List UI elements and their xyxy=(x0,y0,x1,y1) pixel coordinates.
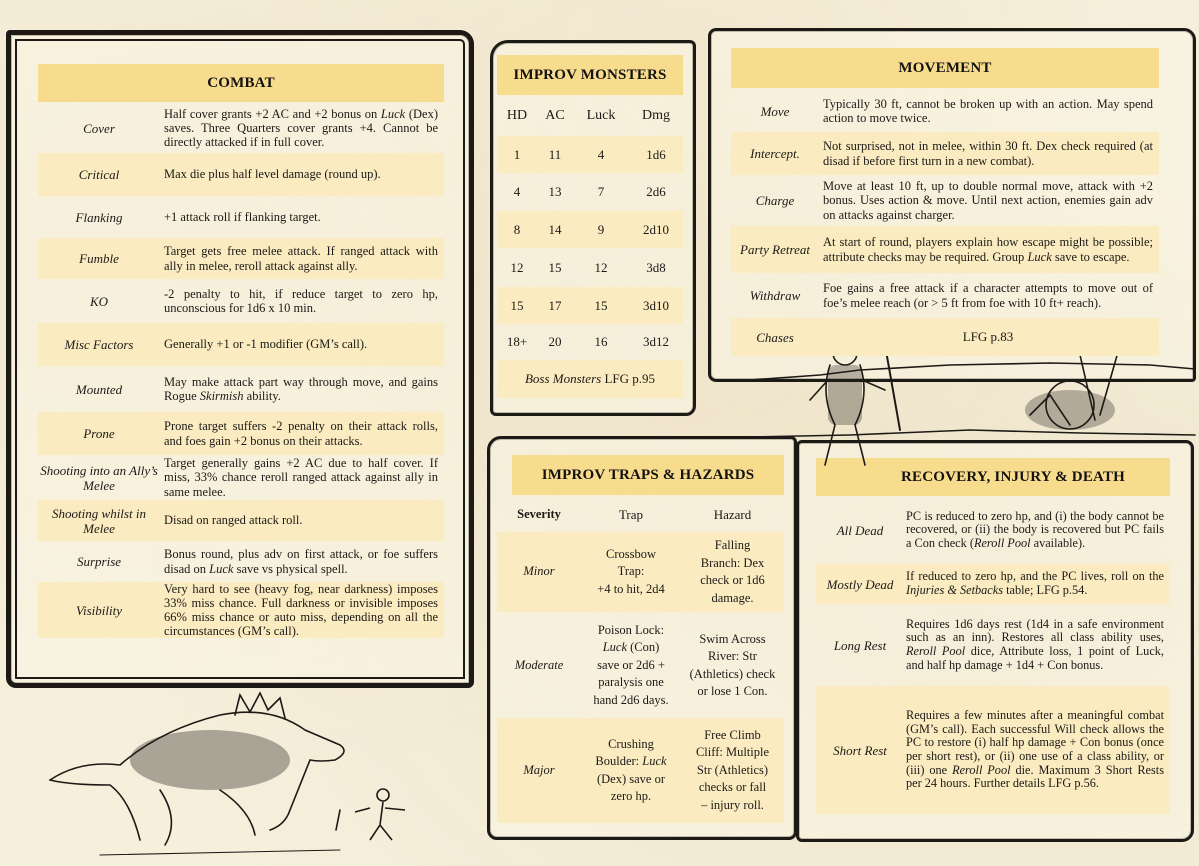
trap-line-text: Crossbow xyxy=(605,546,656,561)
desc-italic: Reroll Pool xyxy=(973,535,1031,550)
combat-term: Fumble xyxy=(79,251,119,266)
trap-line xyxy=(581,771,681,789)
col-severity: Severity xyxy=(517,507,561,522)
trap-line xyxy=(581,581,681,599)
combat-row xyxy=(38,279,444,323)
combat-desc xyxy=(160,547,444,575)
combat-desc xyxy=(160,107,444,150)
desc-text: Typically 30 ft, cannot be broken up with an action. May spend action to move twice. xyxy=(823,96,1153,125)
desc-italic: Skirmish xyxy=(199,389,244,403)
monster-cell: 15 xyxy=(594,297,608,313)
desc-text: If reduced to zero hp, and the PC lives, roll on the xyxy=(906,569,1164,584)
trap-line-text: paralysis one xyxy=(598,675,664,690)
trap-line-text: +4 to hit, 2d4 xyxy=(597,581,665,596)
trap-line xyxy=(581,753,681,771)
monster-cell: 16 xyxy=(594,333,608,349)
combat-title: COMBAT xyxy=(38,64,444,102)
trap-line-text: Trap: xyxy=(617,564,645,579)
monster-cell: 3d12 xyxy=(643,333,669,349)
movement-row xyxy=(731,132,1159,175)
trap-row xyxy=(497,532,784,612)
trap-line-text: hand 2d6 days. xyxy=(593,692,669,707)
desc-text: Half cover grants +2 AC and +2 bonus on xyxy=(164,106,381,121)
movement-desc xyxy=(819,179,1159,222)
recovery-row xyxy=(816,686,1170,814)
desc-italic: Luck xyxy=(209,561,234,576)
desc-text: Not surprised, not in melee, within 30 ft. Dex check required (at disad if before first turn in a new combat). xyxy=(823,139,1153,168)
trap-line-text: (Con) xyxy=(627,640,660,655)
monster-row xyxy=(497,136,683,173)
monster-cell: 14 xyxy=(548,221,562,237)
combat-term: Prone xyxy=(83,426,115,441)
combat-desc xyxy=(160,375,444,403)
combat-row xyxy=(38,455,444,500)
monsters-title: IMPROV MONSTERS xyxy=(497,55,683,95)
trap-line xyxy=(581,639,681,657)
combat-desc xyxy=(160,287,444,315)
desc-text: PC is reduced to zero hp, and (i) the body cannot be recovered, or (ii) the body is recovered but PC fails a Con check ( xyxy=(906,508,1164,550)
desc-text: May make attack part way through move, and gains Rogue xyxy=(164,374,438,403)
desc-italic: Luck xyxy=(380,106,406,121)
combat-row xyxy=(38,582,444,638)
monster-cell: 12 xyxy=(594,259,608,275)
hazard-line: Free Climb xyxy=(704,727,761,742)
recovery-term: Short Rest xyxy=(833,742,887,758)
monster-cell: 9 xyxy=(597,221,605,237)
combat-row xyxy=(38,366,444,412)
trap-line-text: (Dex) save or xyxy=(596,771,666,786)
hazard-line: Str (Athletics) xyxy=(696,762,769,777)
combat-desc xyxy=(160,456,444,499)
monster-cell: 20 xyxy=(548,333,562,349)
combat-term: KO xyxy=(89,293,109,309)
col-hazard: Hazard xyxy=(713,507,752,523)
combat-desc xyxy=(160,210,444,224)
hazard-line: checks or fall xyxy=(698,780,767,795)
trap-row xyxy=(497,718,784,823)
hazard-line: River: Str xyxy=(708,649,757,663)
monster-cell: 12 xyxy=(510,259,524,275)
monster-cell: 18+ xyxy=(506,333,528,349)
hazard-desc xyxy=(681,727,784,815)
trap-severity: Minor xyxy=(523,564,555,579)
hazard-line: or lose 1 Con. xyxy=(697,684,768,698)
monster-cell: 1 xyxy=(513,146,521,162)
desc-text: (Dex) saves. Three Quarters cover grants +4. Cannot be directly attacked if in full cover. xyxy=(164,106,438,150)
desc-italic: Reroll Pool xyxy=(906,644,966,658)
combat-term: Shooting into an Ally’s Melee xyxy=(40,462,158,493)
monster-cell: 4 xyxy=(513,183,521,199)
traps-header-row xyxy=(497,500,784,530)
hazard-line: (Athletics) check xyxy=(689,666,776,681)
combat-row xyxy=(38,323,444,366)
movement-desc xyxy=(819,97,1159,125)
movement-term: Party Retreat xyxy=(740,242,810,257)
recovery-desc xyxy=(904,570,1170,597)
desc-text: Generally +1 or -1 modifier (GM’s call). xyxy=(164,337,368,352)
combat-row xyxy=(38,153,444,196)
trap-line xyxy=(581,546,681,564)
recovery-term: Long Rest xyxy=(833,637,887,653)
hazard-line: Branch: Dex xyxy=(700,555,765,570)
hazard-line: Swim Across xyxy=(699,631,766,646)
desc-text: Prone target suffers -2 penalty on their attack rolls, and foes gain +2 bonus on their attacks. xyxy=(164,419,438,448)
trap-line xyxy=(581,657,681,675)
movement-title: MOVEMENT xyxy=(731,48,1159,88)
monster-cell: 15 xyxy=(548,259,562,275)
movement-desc xyxy=(819,235,1159,263)
desc-text: die. Maximum 3 Short Rests per 24 hours. Further details LFG p.56. xyxy=(906,762,1164,791)
desc-italic: Luck xyxy=(1027,249,1052,264)
movement-desc xyxy=(819,281,1159,309)
combat-term: Mounted xyxy=(75,381,123,397)
recovery-row xyxy=(816,564,1170,604)
desc-text: ability. xyxy=(243,389,281,403)
movement-term: Intercept. xyxy=(750,146,800,161)
combat-term: Flanking xyxy=(75,209,123,225)
desc-text: -2 penalty to hit, if reduce target to zero hp, unconscious for 1d6 x 10 min. xyxy=(164,286,438,315)
desc-text: save to escape. xyxy=(1051,249,1130,264)
movement-term: Withdraw xyxy=(749,288,801,303)
traps-title: IMPROV TRAPS & HAZARDS xyxy=(512,455,784,495)
combat-row xyxy=(38,541,444,582)
hazard-line: – injury roll. xyxy=(701,797,764,812)
desc-text: Disad on ranged attack roll. xyxy=(164,513,303,528)
monster-row xyxy=(497,323,683,360)
monster-cell: 17 xyxy=(548,297,562,313)
trap-desc xyxy=(581,622,681,710)
trap-line xyxy=(581,563,681,581)
col-luck: Luck xyxy=(586,108,616,123)
desc-italic: Reroll Pool xyxy=(952,762,1011,777)
combat-term: Shooting whilst in Melee xyxy=(52,505,146,536)
hazard-line: Cliff: Multiple xyxy=(695,745,770,760)
movement-row xyxy=(731,226,1159,273)
desc-text: available). xyxy=(1030,535,1086,550)
desc-text: +1 attack roll if flanking target. xyxy=(164,209,321,224)
recovery-row xyxy=(816,604,1170,686)
monster-cell: 3d8 xyxy=(646,259,666,275)
desc-text: dice, Attribute loss, 1 point of Luck, and half hp damage + 1d4 + Con bonus. xyxy=(906,644,1164,672)
monster-cell: 13 xyxy=(548,183,562,199)
hazard-line: Falling xyxy=(714,538,751,552)
desc-text: Bonus round, plus adv on first attack, or foe suffers disad on xyxy=(164,547,438,576)
trap-line-text: zero hp. xyxy=(610,789,652,803)
movement-term: Chases xyxy=(756,329,794,345)
recovery-row xyxy=(816,496,1170,564)
hazard-desc xyxy=(681,537,784,607)
movement-term: Charge xyxy=(755,193,795,208)
hazard-line: check or 1d6 xyxy=(700,573,765,587)
movement-row xyxy=(731,273,1159,318)
combat-row xyxy=(38,412,444,455)
recovery-desc xyxy=(904,709,1170,791)
combat-desc xyxy=(160,582,444,639)
recovery-desc xyxy=(904,618,1170,672)
monster-cell: 7 xyxy=(597,183,605,199)
combat-term: Visibility xyxy=(76,602,122,618)
desc-text: table; LFG p.54. xyxy=(1003,583,1088,597)
movement-desc xyxy=(819,139,1159,167)
desc-text: At start of round, players explain how escape might be possible; attribute checks may be required. Group xyxy=(823,235,1153,264)
luck-italic: Luck xyxy=(642,754,667,768)
combat-term: Misc Factors xyxy=(64,337,134,352)
combat-term: Surprise xyxy=(76,554,122,569)
combat-desc xyxy=(160,337,444,351)
recovery-term: Mostly Dead xyxy=(826,576,894,592)
combat-row xyxy=(38,238,444,279)
desc-text: save vs physical spell. xyxy=(233,561,348,576)
combat-term: Critical xyxy=(78,167,120,182)
desc-italic: Injuries & Setbacks xyxy=(906,583,1003,597)
trap-line-text: Poison Lock: xyxy=(597,622,665,637)
desc-text: Target generally gains +2 AC due to half cover. If miss, 33% chance reroll ranged attack against ally in same melee. xyxy=(164,456,438,499)
monster-row xyxy=(497,287,683,324)
desc-text: Requires a few minutes after a meaningful combat (GM’s call). Each successful Will check allows the PC to restore (i) half hp damage + Con bonus (once per short rest), or (ii) one use of a class ability, or (iii) one xyxy=(906,708,1164,777)
trap-desc xyxy=(581,546,681,599)
movement-desc xyxy=(819,330,1159,344)
monster-cell: 2d10 xyxy=(643,221,669,237)
monster-cell: 15 xyxy=(510,297,524,313)
monster-row xyxy=(497,173,683,210)
monster-cell: 4 xyxy=(597,146,605,162)
desc-text: Foe gains a free attack if a character attempts to move out of foe’s melee reach (or > 5 ft from foe with 10 ft+ reach). xyxy=(823,281,1153,310)
recovery-title: RECOVERY, INJURY & DEATH xyxy=(816,458,1170,496)
movement-row xyxy=(731,175,1159,226)
trap-line xyxy=(581,788,681,806)
combat-desc xyxy=(160,244,444,272)
desc-text: LFG p.83 xyxy=(962,328,1014,344)
trap-line xyxy=(581,736,681,754)
combat-desc xyxy=(160,167,444,181)
trap-line xyxy=(581,692,681,710)
combat-term: Cover xyxy=(83,120,115,136)
boss-monsters-row xyxy=(497,360,683,398)
monster-cell: 8 xyxy=(513,221,521,237)
monster-cell: 1d6 xyxy=(646,146,666,162)
monster-cell: 2d6 xyxy=(646,183,666,199)
hazard-desc xyxy=(681,631,784,701)
combat-row xyxy=(38,103,444,153)
trap-line xyxy=(581,674,681,692)
combat-row xyxy=(38,500,444,541)
trap-line-text: Boulder: xyxy=(595,754,643,768)
col-trap: Trap xyxy=(618,507,644,523)
trap-row xyxy=(497,614,784,717)
desc-text: Move at least 10 ft, up to double normal move, attack with +2 bonus. Uses action & move. Until next action, enemies gain adv on attacks against charger. xyxy=(823,179,1153,222)
trap-line xyxy=(581,622,681,640)
recovery-term: All Dead xyxy=(836,522,884,538)
boss-monsters-label: Boss Monsters xyxy=(524,371,602,386)
combat-desc xyxy=(160,419,444,447)
movement-term: Move xyxy=(760,103,790,119)
monster-row xyxy=(497,249,683,286)
monster-cell: 11 xyxy=(548,146,562,162)
desc-text: Max die plus half level damage (round up). xyxy=(164,167,381,182)
trap-line-text: save or 2d6 + xyxy=(597,657,665,672)
luck-italic: Luck xyxy=(602,640,627,655)
trap-severity: Major xyxy=(523,762,555,777)
trap-severity: Moderate xyxy=(514,657,564,672)
trap-line-text: Crushing xyxy=(608,736,654,751)
monster-row xyxy=(497,211,683,248)
col-dmg: Dmg xyxy=(642,108,670,123)
recovery-desc xyxy=(904,510,1170,551)
col-hd: HD xyxy=(506,108,528,123)
desc-text: Very hard to see (heavy fog, near darkness) imposes 33% miss chance. Full darkness or invisible imposes 66% miss chance or auto miss, depending on all the circumstances (GM’s call). xyxy=(164,581,438,639)
col-ac: AC xyxy=(545,108,565,123)
combat-desc xyxy=(160,513,444,527)
desc-text: Requires 1d6 days rest (1d4 in a safe environment such as an inn). Restores all class ability uses, xyxy=(906,616,1164,645)
wolf-chasing-adventurer-illustration xyxy=(40,690,420,860)
movement-row xyxy=(731,318,1159,356)
seated-warrior-with-loot-illustration xyxy=(750,335,1199,475)
hazard-line: damage. xyxy=(711,590,754,605)
monster-cell: 3d10 xyxy=(643,297,669,313)
movement-row xyxy=(731,90,1159,132)
monsters-header-row xyxy=(497,96,683,136)
combat-row xyxy=(38,196,444,238)
desc-text: Target gets free melee attack. If ranged attack with ally in melee, reroll attack against ally. xyxy=(164,244,438,273)
boss-monsters-ref: LFG p.95 xyxy=(601,371,655,386)
trap-desc xyxy=(581,736,681,806)
